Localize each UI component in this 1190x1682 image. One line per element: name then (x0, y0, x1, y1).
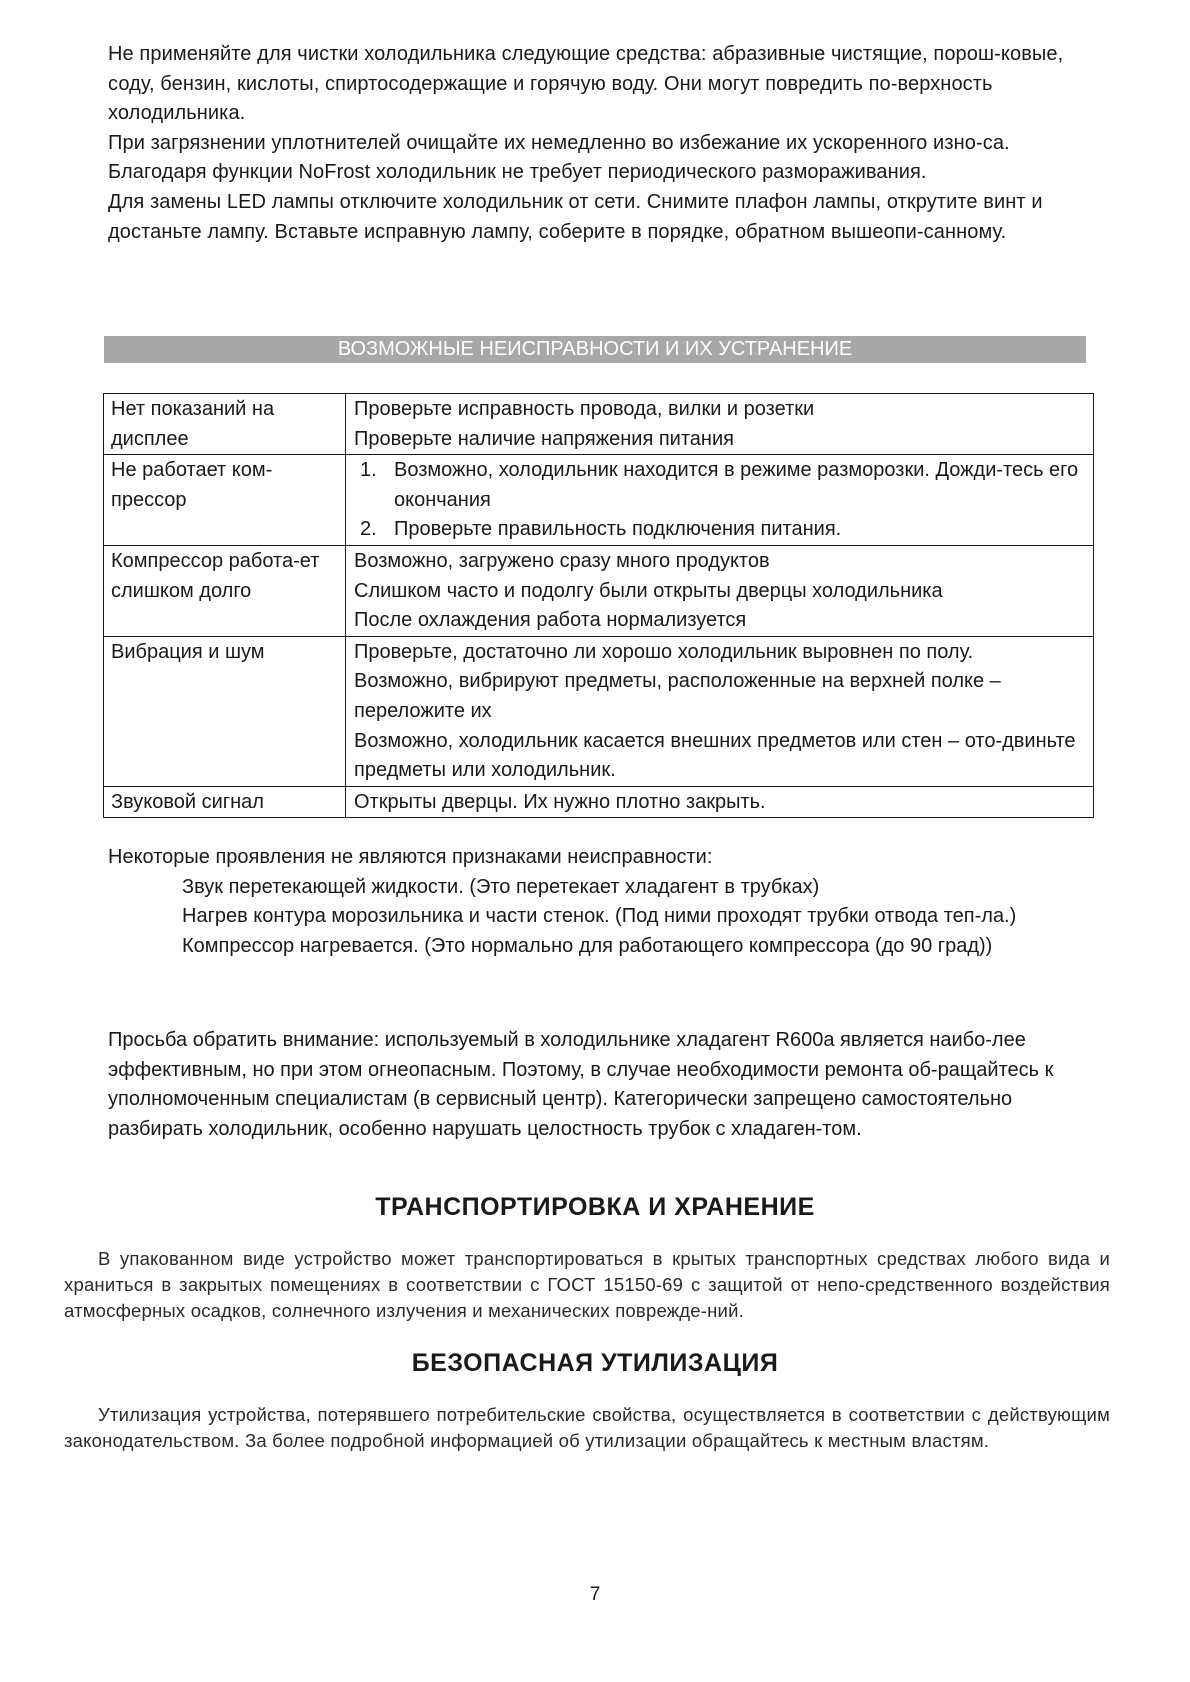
notes-intro: Некоторые проявления не являются признаками неисправности: (108, 846, 713, 868)
solution-line: Проверьте, достаточно ли хорошо холодильник выровнен по полу. (354, 640, 974, 663)
solution-line: Открыты дверцы. Их нужно плотно закрыть. (354, 790, 766, 813)
transport-section (64, 1246, 1110, 1324)
table-row (104, 394, 1094, 455)
solution-cell (346, 786, 1094, 818)
solution-line: После охлаждения работа нормализуется (354, 609, 747, 632)
troubleshooting-section-title: ВОЗМОЖНЫЕ НЕИСПРАВНОСТИ И ИХ УСТРАНЕНИЕ (104, 336, 1086, 363)
list-item-text: Звук перетекающей жидкости. (Это перетекает хладагент в трубках) (182, 875, 820, 898)
list-item-text: Нагрев контура морозильника и части стенок. (Под ними проходят трубки отвода теп-ла.) (182, 905, 1017, 928)
problem-cell: Не работает ком-прессор (104, 455, 346, 546)
problem-cell: Звуковой сигнал (104, 786, 346, 818)
disposal-paragraph: Утилизация устройства, потерявшего потребительские свойства, осуществляется в соответствии с действующим законодательством. За более подробной информацией об утилизации обращайтесь к местным властям. (64, 1404, 1110, 1451)
transport-paragraph: В упакованном виде устройство может транспортироваться в крытых транспортных средствах любого вида и храниться в закрытых помещениях в соответствии с ГОСТ 15150-69 с защитой от непо-средственного воздействия атмосферных осадков, солнечного излучения и механических поврежде-ний. (64, 1248, 1110, 1321)
item-text: Проверьте правильность подключения питания. (394, 518, 842, 541)
page-number: 7 (589, 1584, 601, 1605)
table-row (104, 786, 1094, 818)
table-row (104, 455, 1094, 546)
solution-cell (346, 636, 1094, 786)
cleaning-instructions (108, 40, 1083, 247)
numbered-item (354, 456, 1085, 515)
warning-paragraph: Просьба обратить внимание: используемый в холодильнике хладагент R600a является наибо-лее эффективным, но при этом огнеопасным. Поэтому, в случае необходимости ремонта об-ращайтесь к уполномоченным специалистам (в сервисный центр). Категорически запрещено самостоятельно разбирать холодильник, особенно нарушать целостность трубок с хладаген-том. (108, 1029, 1054, 1140)
table-row (104, 545, 1094, 636)
solution-cell (346, 394, 1094, 455)
led-replacement-paragraph: Для замены LED лампы отключите холодильник от сети. Снимите плафон лампы, открутите винт и достаньте лампу. Вставьте исправную лампу, соберите в порядке, обратном вышеопи-санному. (108, 190, 1043, 243)
transport-heading: ТРАНСПОРТИРОВКА И ХРАНЕНИЕ (375, 1193, 815, 1221)
solution-line: Проверьте исправность провода, вилки и розетки (354, 398, 815, 420)
disposal-heading: БЕЗОПАСНАЯ УТИЛИЗАЦИЯ (411, 1349, 779, 1377)
problem-cell: Нет показаний на дисплее (104, 394, 346, 455)
item-text: Возможно, холодильник находится в режиме разморозки. Дожди-тесь его окончания (394, 459, 1079, 511)
seal-cleaning-paragraph: При загрязнении уплотнителей очищайте их немедленно во избежание их ускоренного изно-са. (108, 131, 1010, 154)
problem-cell: Вибрация и шум (104, 636, 346, 786)
list-item (108, 902, 1083, 932)
refrigerant-warning (108, 1026, 1083, 1144)
item-number: 2. (360, 518, 377, 541)
numbered-item (354, 515, 1085, 545)
solution-line: Проверьте наличие напряжения питания (354, 427, 734, 450)
cleaning-warning-paragraph: Не применяйте для чистки холодильника следующие средства: абразивные чистящие, порош-ковые, соду, бензин, кислоты, спиртосодержащие и горячую воду. Они могут повредить по-верхность холодильника. (108, 43, 1064, 125)
table-row (104, 636, 1094, 786)
item-number: 1. (360, 459, 377, 482)
non-fault-notes (108, 843, 1083, 961)
nofrost-paragraph: Благодаря функции NoFrost холодильник не требует периодического размораживания. (108, 161, 927, 184)
troubleshooting-table (103, 393, 1094, 818)
solution-line: Слишком часто и подолгу были открыты дверцы холодильника (354, 579, 943, 602)
list-item (108, 932, 1083, 962)
solution-line: Возможно, холодильник касается внешних предметов или стен – ото-двиньте предметы или холодильник. (354, 729, 1076, 782)
disposal-section (64, 1402, 1110, 1454)
list-item (108, 873, 1083, 903)
solution-cell (346, 545, 1094, 636)
problem-cell: Компрессор работа-ет слишком долго (104, 545, 346, 636)
solution-line: Возможно, вибрируют предметы, расположенные на верхней полке – переложите их (354, 670, 1001, 722)
list-item-text: Компрессор нагревается. (Это нормально для работающего компрессора (до 90 град)) (182, 934, 993, 957)
solution-line: Возможно, загружено сразу много продуктов (354, 549, 770, 572)
solution-cell (346, 455, 1094, 546)
